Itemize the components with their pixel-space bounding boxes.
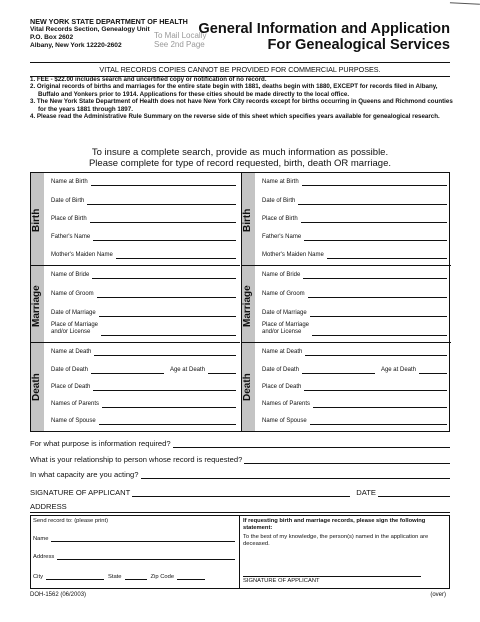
field-label: Place of Death bbox=[262, 384, 302, 390]
death-tab-label: Death bbox=[242, 373, 253, 401]
field-label: Name at Birth bbox=[51, 179, 88, 185]
statement-heading: If requesting birth and marriage records, please sign the following statement: bbox=[243, 518, 426, 531]
place-of-birth-field[interactable] bbox=[51, 216, 236, 223]
name-of-spouse-field[interactable] bbox=[262, 418, 447, 425]
signature-label: SIGNATURE OF APPLICANT bbox=[30, 488, 131, 497]
fathers-name-field[interactable] bbox=[262, 234, 447, 241]
field-line[interactable] bbox=[97, 292, 236, 298]
send-record-box bbox=[30, 515, 450, 589]
field-label: Name of Groom bbox=[262, 291, 305, 297]
name-of-groom-field[interactable] bbox=[51, 291, 236, 298]
field-line[interactable] bbox=[90, 217, 236, 223]
death-section bbox=[242, 343, 451, 431]
form-title bbox=[180, 21, 450, 53]
zip-line[interactable] bbox=[177, 574, 205, 580]
date-of-birth-field[interactable] bbox=[262, 198, 447, 205]
instruction-line-1: To insure a complete search, provide as much information as possible. bbox=[91, 147, 389, 158]
field-line[interactable] bbox=[99, 419, 236, 425]
place-label-2: and/or License bbox=[262, 329, 302, 335]
names-of-parents-field[interactable] bbox=[51, 401, 236, 408]
field-line[interactable] bbox=[87, 199, 236, 205]
field-line[interactable] bbox=[302, 368, 375, 374]
place-of-marriage-field[interactable] bbox=[51, 322, 236, 336]
field-line[interactable] bbox=[102, 402, 236, 408]
signature-row[interactable] bbox=[30, 488, 450, 497]
answer-line[interactable] bbox=[244, 457, 450, 464]
field-line[interactable] bbox=[99, 311, 236, 317]
field-line[interactable] bbox=[94, 350, 236, 356]
place-of-marriage-field[interactable] bbox=[262, 322, 447, 336]
question-label: For what purpose is information required? bbox=[30, 439, 171, 448]
field-line[interactable] bbox=[304, 385, 447, 391]
field-label: Names of Parents bbox=[262, 401, 311, 407]
title-line-1: General Information and Application bbox=[198, 21, 450, 37]
field-line[interactable] bbox=[57, 554, 235, 560]
purpose-question[interactable] bbox=[30, 439, 450, 448]
field-label: Father's Name bbox=[51, 234, 91, 240]
name-at-death-field[interactable] bbox=[51, 349, 236, 356]
place-of-death-field[interactable] bbox=[51, 384, 236, 391]
commercial-notice: VITAL RECORDS COPIES CANNOT BE PROVIDED FOR COMMERCIAL PURPOSES. bbox=[30, 62, 450, 77]
send-city-state-zip-field[interactable] bbox=[33, 574, 235, 580]
statement-panel bbox=[239, 516, 449, 588]
name-of-groom-field[interactable] bbox=[262, 291, 447, 298]
marriage-section bbox=[31, 266, 240, 343]
rules-list bbox=[30, 76, 455, 120]
death-tab-label: Death bbox=[31, 373, 42, 401]
place-label-2: and/or License bbox=[51, 329, 91, 335]
place-of-death-field[interactable] bbox=[262, 384, 447, 391]
signature-line[interactable] bbox=[132, 490, 350, 497]
rule-item: 3. The New York State Department of Health does not have New York City records except for births occurring in Queens and Richmond counties for the years 1881 through 1897. bbox=[30, 98, 453, 113]
field-line[interactable] bbox=[310, 419, 447, 425]
field-label: Father's Name bbox=[262, 234, 302, 240]
field-label: Mother's Maiden Name bbox=[262, 252, 324, 258]
field-label: Name at Death bbox=[51, 349, 92, 355]
question-label: What is your relationship to person whose record is requested? bbox=[30, 455, 243, 464]
relationship-question[interactable] bbox=[30, 455, 450, 464]
send-name-field[interactable] bbox=[33, 536, 235, 542]
statement-signature-line[interactable] bbox=[243, 576, 421, 585]
agency-unit: Vital Records Section, Genealogy Unit bbox=[30, 26, 150, 33]
field-label: Date of Birth bbox=[51, 198, 85, 204]
age-at-death-label: Age at Death bbox=[169, 367, 205, 373]
marriage-tab-label: Marriage bbox=[31, 285, 42, 327]
death-section bbox=[31, 343, 240, 431]
place-label-1: Place of Marriage bbox=[262, 322, 310, 328]
send-address-field[interactable] bbox=[33, 554, 235, 560]
send-to-panel bbox=[31, 516, 239, 588]
field-line[interactable] bbox=[313, 402, 447, 408]
field-line[interactable] bbox=[305, 350, 447, 356]
capacity-question[interactable] bbox=[30, 470, 450, 479]
field-label: Date of Birth bbox=[262, 198, 296, 204]
date-of-marriage-field[interactable] bbox=[262, 310, 447, 317]
city-label: City bbox=[33, 574, 43, 580]
record-grid bbox=[30, 172, 450, 432]
field-label: Date of Marriage bbox=[262, 310, 307, 316]
age-line[interactable] bbox=[419, 368, 447, 374]
rule-item: 1. FEE - $22.00 includes search and uncertified copy or notification of no record. bbox=[30, 76, 267, 83]
state-label: State bbox=[107, 574, 122, 580]
page-edge-mark bbox=[450, 0, 480, 5]
agency-pobox: P.O. Box 2602 bbox=[30, 34, 74, 41]
field-label: Place of Death bbox=[51, 384, 91, 390]
name-of-spouse-field[interactable] bbox=[51, 418, 236, 425]
field-label: Place of Birth bbox=[51, 216, 87, 222]
mail-line-1: To Mail Locally bbox=[154, 31, 207, 40]
mothers-maiden-name-field[interactable] bbox=[262, 252, 447, 259]
field-label: Date of Death bbox=[51, 367, 89, 373]
field-line[interactable] bbox=[92, 273, 236, 279]
agency-city: Albany, New York 12220-2602 bbox=[30, 42, 122, 49]
age-line[interactable] bbox=[208, 368, 236, 374]
zip-label: Zip Code bbox=[150, 574, 175, 580]
over-note: (over) bbox=[430, 592, 446, 598]
address-label: ADDRESS bbox=[30, 502, 450, 513]
field-label: Address bbox=[33, 554, 55, 560]
rule-item: 4. Please read the Administrative Rule Summary on the reverse side of this sheet which specifies years available for genealogical research. bbox=[30, 113, 440, 121]
birth-tab-label: Birth bbox=[31, 208, 42, 232]
field-label: Name at Birth bbox=[262, 179, 299, 185]
name-at-birth-field[interactable] bbox=[51, 179, 236, 186]
record-column-right bbox=[241, 173, 451, 431]
record-column-left bbox=[31, 173, 241, 431]
field-line[interactable] bbox=[304, 235, 447, 241]
date-label: DATE bbox=[356, 488, 376, 497]
rule-item: 2. Original records of births and marriages for the entire state begin with 1881, deaths begin with 1880, EXCEPT for records filed in Albany, Buffalo and Yonkers prior to 1914. Applications for these cities should be made directly to the local office. bbox=[30, 83, 438, 98]
field-label: Date of Marriage bbox=[51, 310, 96, 316]
form-id: DOH-1562 (06/2003) bbox=[30, 592, 87, 598]
title-line-2: For Genealogical Services bbox=[267, 37, 450, 53]
fathers-name-field[interactable] bbox=[51, 234, 236, 241]
answer-line[interactable] bbox=[173, 441, 450, 448]
field-label: Mother's Maiden Name bbox=[51, 252, 113, 258]
date-line[interactable] bbox=[378, 490, 450, 497]
instructions bbox=[30, 147, 450, 169]
date-of-death-field[interactable] bbox=[262, 367, 447, 374]
mail-line-2: See 2nd Page bbox=[154, 40, 205, 49]
state-line[interactable] bbox=[125, 574, 147, 580]
send-to-heading-text: Send record to: (please print) bbox=[33, 518, 109, 524]
city-line[interactable] bbox=[46, 574, 104, 580]
birth-section bbox=[31, 173, 240, 266]
date-of-death-field[interactable] bbox=[51, 367, 236, 374]
field-label: Name of Spouse bbox=[51, 418, 96, 424]
age-at-death-label: Age at Death bbox=[380, 367, 416, 373]
date-of-marriage-field[interactable] bbox=[51, 310, 236, 317]
field-label: Name of Bride bbox=[51, 272, 90, 278]
field-line[interactable] bbox=[308, 292, 447, 298]
field-line[interactable] bbox=[101, 330, 236, 336]
field-line[interactable] bbox=[303, 273, 447, 279]
field-line[interactable] bbox=[51, 536, 235, 542]
place-of-birth-field[interactable] bbox=[262, 216, 447, 223]
field-line[interactable] bbox=[93, 385, 236, 391]
field-line[interactable] bbox=[310, 311, 447, 317]
field-label: Name of Bride bbox=[262, 272, 301, 278]
agency-name: NEW YORK STATE DEPARTMENT OF HEALTH bbox=[30, 17, 188, 26]
field-label: Date of Death bbox=[262, 367, 300, 373]
name-at-birth-field[interactable] bbox=[262, 179, 447, 186]
marriage-section bbox=[242, 266, 451, 343]
marriage-tab-label: Marriage bbox=[242, 285, 253, 327]
field-line[interactable] bbox=[312, 330, 447, 336]
answer-line[interactable] bbox=[141, 472, 451, 479]
field-line[interactable] bbox=[302, 180, 447, 186]
name-of-bride-field[interactable] bbox=[262, 272, 447, 279]
names-of-parents-field[interactable] bbox=[262, 401, 447, 408]
statement-body: To the best of my knowledge, the person(s) named in the application are deceased. bbox=[243, 534, 429, 547]
statement-signature-label: SIGNATURE OF APPLICANT bbox=[243, 578, 320, 584]
field-line[interactable] bbox=[298, 199, 447, 205]
field-label bbox=[51, 322, 98, 336]
mothers-maiden-name-field[interactable] bbox=[51, 252, 236, 259]
field-line[interactable] bbox=[116, 253, 236, 259]
field-line[interactable] bbox=[327, 253, 447, 259]
field-line[interactable] bbox=[93, 235, 236, 241]
question-label: In what capacity are you acting? bbox=[30, 470, 139, 479]
instruction-line-2: Please complete for type of record requested, birth, death OR marriage. bbox=[88, 158, 392, 169]
field-label: Name bbox=[33, 536, 49, 542]
send-to-heading bbox=[33, 518, 235, 524]
field-line[interactable] bbox=[91, 180, 236, 186]
field-line[interactable] bbox=[91, 368, 164, 374]
field-label bbox=[262, 322, 309, 336]
birth-section bbox=[242, 173, 451, 266]
field-line[interactable] bbox=[301, 217, 447, 223]
field-label: Name at Death bbox=[262, 349, 303, 355]
field-label: Name of Spouse bbox=[262, 418, 307, 424]
place-label-1: Place of Marriage bbox=[51, 322, 99, 328]
date-of-birth-field[interactable] bbox=[51, 198, 236, 205]
birth-tab-label: Birth bbox=[242, 208, 253, 232]
field-label: Names of Parents bbox=[51, 401, 100, 407]
name-of-bride-field[interactable] bbox=[51, 272, 236, 279]
field-label: Place of Birth bbox=[262, 216, 298, 222]
field-label: Name of Groom bbox=[51, 291, 94, 297]
name-at-death-field[interactable] bbox=[262, 349, 447, 356]
